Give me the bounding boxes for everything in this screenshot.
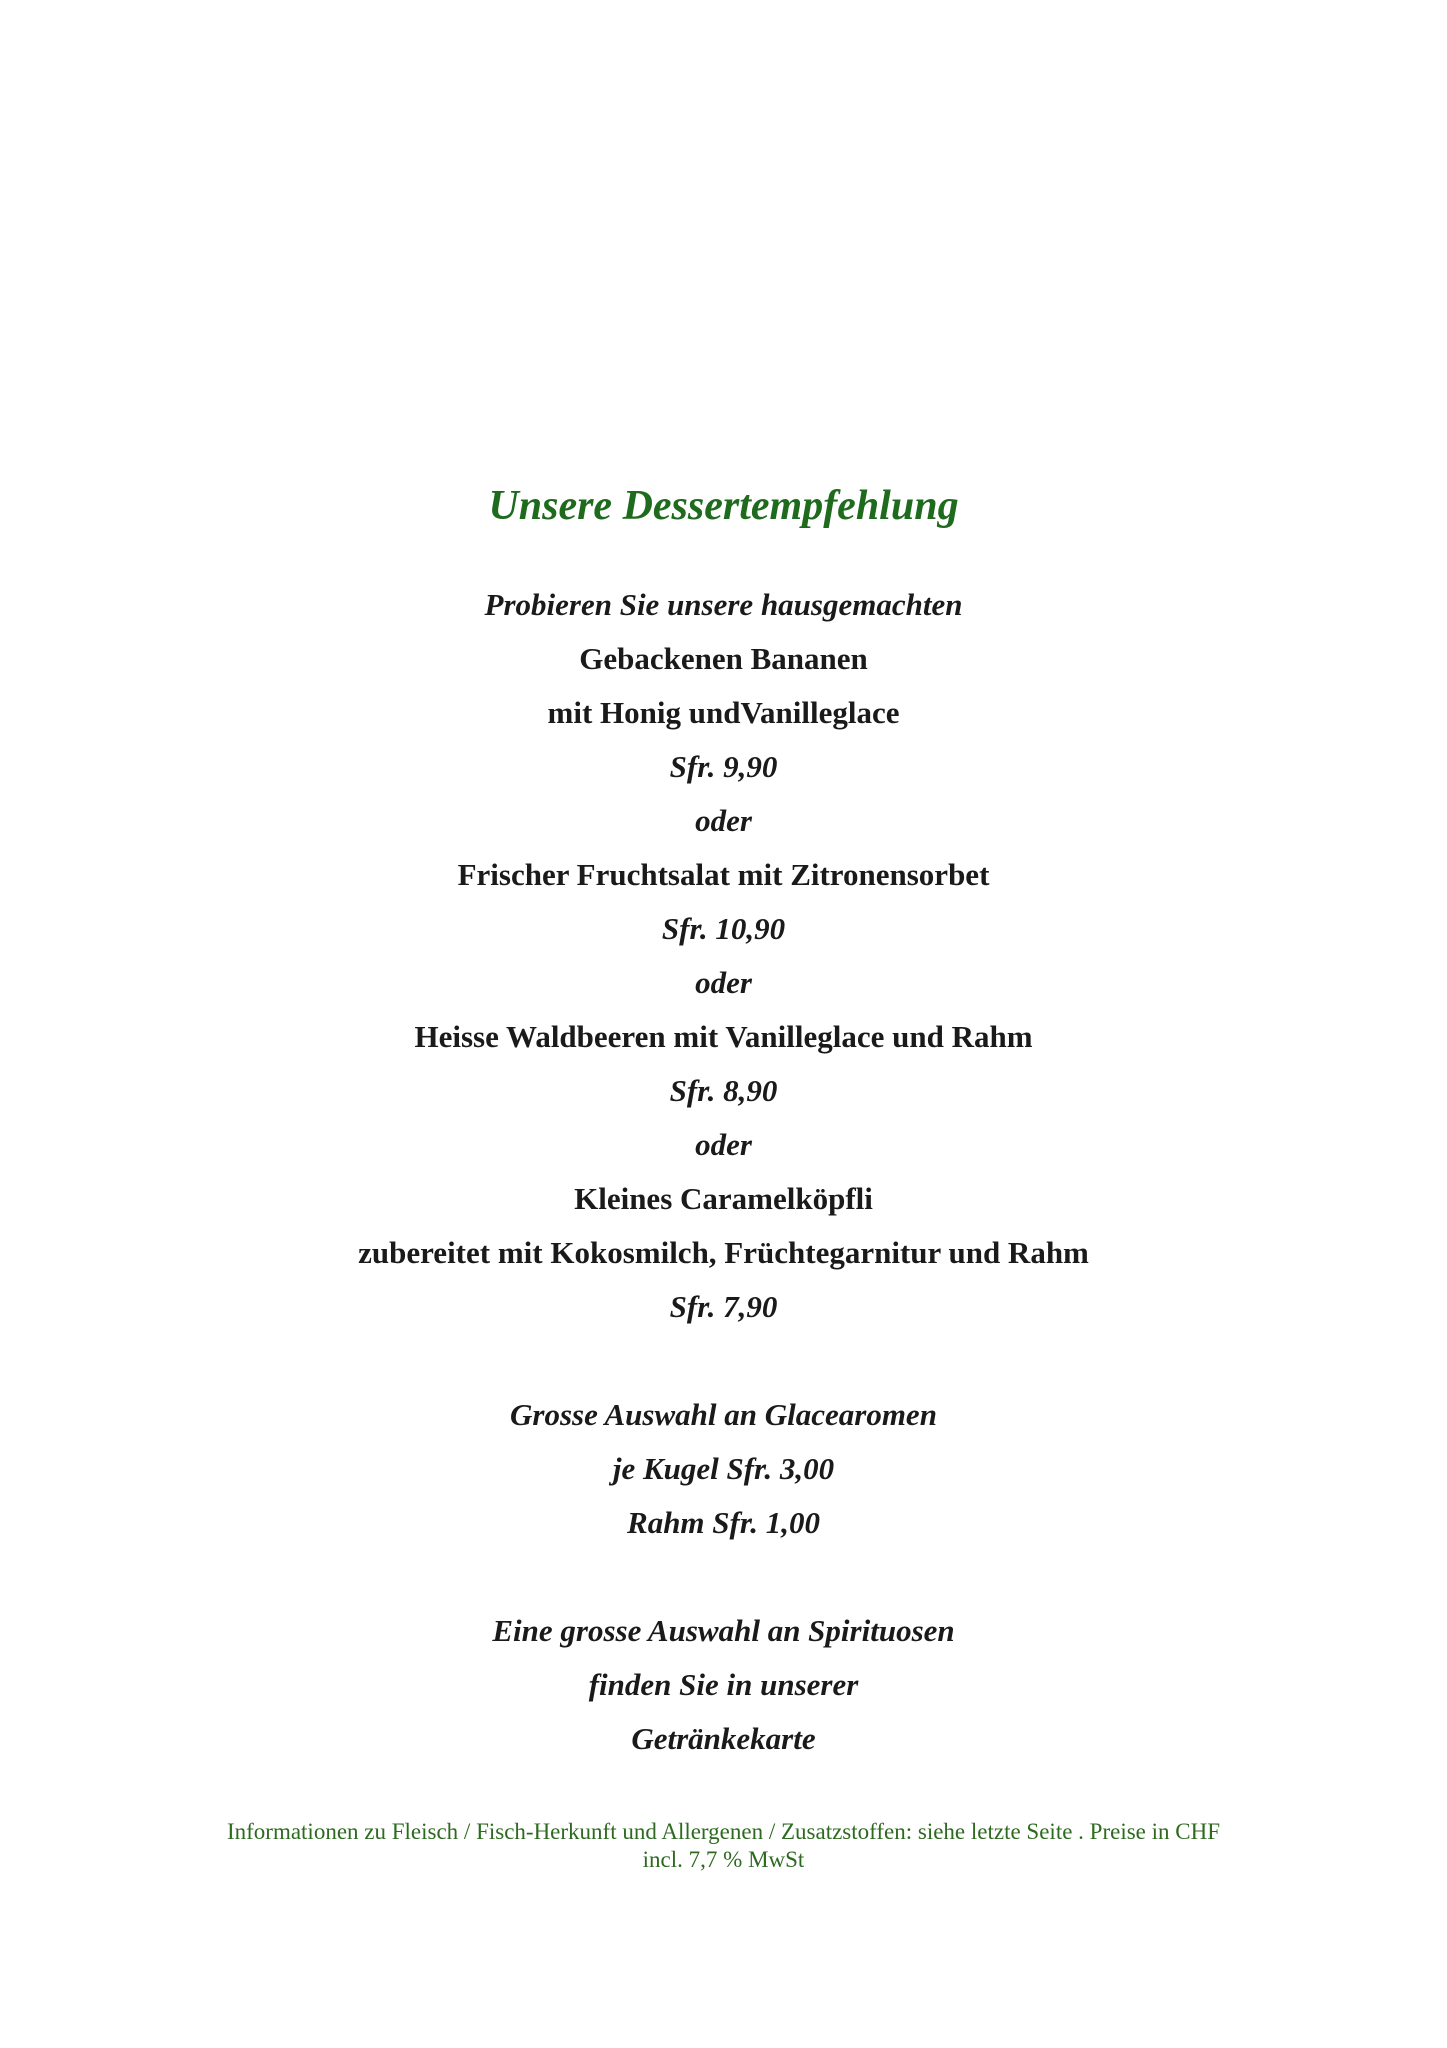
spacer [0, 1550, 1447, 1604]
spirits-line: Getränkekarte [631, 1721, 816, 1756]
spirits-line: finden Sie in unserer [588, 1667, 859, 1702]
ice-cream-line: je Kugel Sfr. 3,00 [612, 1451, 835, 1486]
menu-line: Heisse Waldbeeren mit Vanilleglace und Rahm [414, 1019, 1033, 1054]
footer-line-2: incl. 7,7 % MwSt [642, 1847, 805, 1872]
ice-cream-line: Rahm Sfr. 1,00 [627, 1505, 820, 1540]
price-line: Sfr. 9,90 [669, 749, 778, 784]
dessert-menu [0, 578, 1447, 1766]
separator-line: oder [695, 965, 752, 1000]
menu-line: mit Honig undVanilleglace [547, 695, 900, 730]
menu-line: Gebackenen Bananen [579, 641, 868, 676]
footer-note [0, 1818, 1447, 1874]
price-line: Sfr. 7,90 [669, 1289, 778, 1324]
ice-cream-line: Grosse Auswahl an Glacearomen [510, 1397, 937, 1432]
price-line: Sfr. 10,90 [661, 911, 786, 946]
page-title: Unsere Dessertempfehlung [488, 483, 959, 529]
separator-line: oder [695, 1127, 752, 1162]
menu-line: Kleines Caramelköpfli [574, 1181, 873, 1216]
separator-line: oder [695, 803, 752, 838]
menu-line: Probieren Sie unsere hausgemachten [484, 587, 963, 622]
menu-line: Frischer Fruchtsalat mit Zitronensorbet [457, 857, 990, 892]
menu-line: zubereitet mit Kokosmilch, Früchtegarnitur und Rahm [358, 1235, 1089, 1270]
spirits-line: Eine grosse Auswahl an Spirituosen [492, 1613, 955, 1648]
price-line: Sfr. 8,90 [669, 1073, 778, 1108]
spacer [0, 1334, 1447, 1388]
footer-line-1: Informationen zu Fleisch / Fisch-Herkunft und Allergenen / Zusatzstoffen: siehe letzte Seite . Preise in CHF [226, 1819, 1221, 1844]
